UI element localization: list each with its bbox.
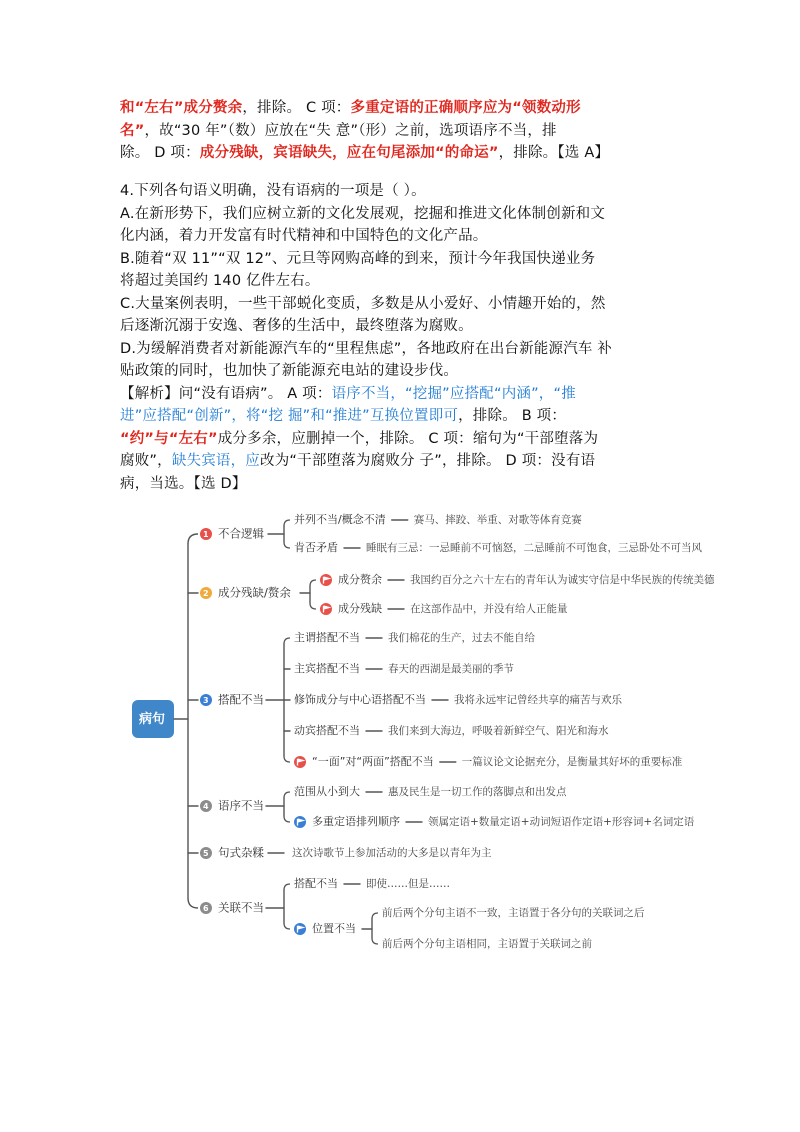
branch-label: 搭配不当: [218, 692, 264, 707]
bracket-bottom: [310, 603, 316, 609]
child-label: 范围从小到大: [294, 785, 360, 798]
badge-number: 6: [203, 904, 209, 913]
bracket-bottom: [284, 756, 290, 762]
branch-label: 语序不当: [218, 798, 264, 813]
example-text: 领属定语+数量定语+动词短语作定语+形容词+名词定语: [428, 816, 695, 828]
option-d-line-1: D.为缓解消费者对新能源汽车的“里程焦虑”，各地政府在出台新能源汽车 补: [120, 340, 613, 357]
warning-flag-icon: [320, 603, 332, 615]
highlight-red: 成分残缺，宾语缺失，应在句尾添加“的命运”: [199, 145, 499, 161]
example-text: 即使……但是……: [366, 878, 450, 890]
child-label: 主谓搭配不当: [294, 631, 360, 644]
example-text: 我将永远牢记曾经共享的痛苦与欢乐: [454, 694, 622, 706]
highlight-red: 名”: [120, 122, 145, 139]
badge-number: 2: [203, 589, 209, 598]
plain-text: 成分多余，应删掉一个，排除。 C 项：缩句为“干部堕落为: [217, 430, 599, 447]
branch-label: 成分残缺/赘余: [218, 585, 291, 600]
bracket-top: [372, 913, 378, 919]
root-label: 病句: [139, 712, 166, 727]
question-stem: 4.下列各句语义明确，没有语病的一项是（ ）。: [120, 183, 426, 199]
plain-text: 改为“干部堕落为腐败分 子”，排除。 D 项：没有语: [260, 453, 596, 469]
option-b-line-1: B.随着“双 11”“双 12”、元旦等网购高峰的到来，预计今年我国快递业务: [120, 250, 596, 267]
highlight-blue: 进”应搭配“创新”，将“挖 掘”和“推进”互换位置即可: [120, 408, 459, 424]
badge-number: 5: [203, 849, 209, 858]
child-label: 肯否矛盾: [294, 541, 338, 554]
example-text: 我们来到大海边，呼吸着新鲜空气、阳光和海水: [388, 725, 609, 737]
badge-number: 3: [203, 696, 209, 705]
child-label: 修饰成分与中心语搭配不当: [294, 693, 426, 706]
example-text: 在这部作品中，并没有给人正能量: [410, 603, 568, 615]
highlight-red: “约”与“左右”: [120, 430, 218, 447]
child-label: 成分赘余: [338, 573, 382, 586]
plain-text: ，排除。【选 A】: [498, 145, 610, 161]
trunk-corner-bottom: [188, 898, 198, 908]
branch-label: 句式杂糅: [218, 845, 264, 860]
badge-number: 1: [203, 530, 209, 539]
plain-text: ，故“30 年”（数）应放在“失 意”（形）之前，选项语序不当，排: [144, 122, 557, 139]
example-text: 这次诗歌节上参加活动的大多是以青年为主: [292, 847, 492, 859]
bracket-top: [284, 520, 290, 526]
example-text: 睡眠有三忌：一忌睡前不可恼怒，二忌睡前不可饱食，三忌卧处不可当风: [366, 542, 702, 554]
bracket-bottom: [284, 923, 290, 929]
plain-text: ，排除。 B 项：: [458, 408, 567, 424]
example-text: 赛马、摔跤、举重、对歌等体育竞赛: [413, 514, 582, 526]
child-label: 成分残缺: [338, 602, 382, 615]
child-label: 动宾搭配不当: [294, 724, 360, 737]
child-label: “一面”对“两面”搭配不当: [312, 755, 434, 768]
plain-text: 腐败”，: [120, 453, 172, 469]
trunk-corner-top: [188, 534, 198, 544]
example-text: 惠及民生是一切工作的落脚点和出发点: [388, 786, 567, 798]
option-b-line-2: 将超过美国约 140 亿件左右。: [120, 273, 320, 289]
highlight-red: 多重定语的正确顺序应为“领数动形: [350, 100, 581, 116]
plain-text: 【解析】问“没有语病”。 A 项：: [120, 385, 332, 402]
option-a-line-1: A.在新形势下，我们应树立新的文化发展观，挖掘和推进文化体制创新和文: [120, 205, 606, 222]
bracket-top: [284, 884, 290, 890]
bracket-top: [310, 580, 316, 586]
bracket-bottom: [284, 542, 290, 548]
branch-label: 关联不当: [218, 900, 264, 915]
child-label: 多重定语排列顺序: [312, 815, 400, 828]
option-d-line-2: 贴政策的同时，也加快了新能源充电站的建设步伐。: [120, 363, 459, 379]
highlight-blue: 缺失宾语，应: [171, 453, 261, 469]
bracket-top: [284, 792, 290, 798]
child-label: 位置不当: [312, 922, 356, 935]
example-text: 春天的西湖是最美丽的季节: [388, 663, 514, 675]
option-c-line-2: 后逐渐沉溺于安逸、奢侈的生活中，最终堕落为腐败。: [120, 318, 473, 334]
bracket-bottom: [284, 816, 290, 822]
plain-text: 病，当选。【选 D】: [120, 475, 247, 492]
child-label: 搭配不当: [294, 877, 338, 890]
example-text: 我国约百分之六十左右的青年认为诚实守信是中华民族的传统美德: [410, 574, 715, 586]
plain-text: ，排除。 C 项：: [242, 100, 351, 116]
highlight-red: 和“左右”成分赘余: [120, 100, 243, 116]
example-text: 前后两个分句主语相同，主语置于关联词之前: [382, 938, 592, 950]
example-text: 我们棉花的生产，过去不能自给: [388, 632, 535, 644]
info-flag-icon: [294, 816, 306, 828]
child-label: 并列不当/概念不清: [294, 513, 386, 526]
bracket-bottom: [372, 938, 378, 944]
warning-flag-icon: [320, 574, 332, 586]
example-text: 前后两个分句主语不一致，主语置于各分句的关联词之后: [382, 907, 645, 919]
option-a-line-2: 化内涵，着力开发富有时代精神和中国特色的文化产品。: [120, 228, 488, 244]
option-c-line-1: C.大量案例表明，一些干部蜕化变质，多数是从小爱好、小情趣开始的，然: [120, 295, 606, 312]
highlight-blue: 语序不当，“挖掘”应搭配“内涵”，“推: [331, 385, 576, 402]
bracket-top: [284, 638, 290, 644]
badge-number: 4: [203, 802, 209, 811]
child-label: 主宾搭配不当: [294, 662, 360, 675]
info-flag-icon: [294, 923, 306, 935]
plain-text: 除。 D 项：: [120, 145, 200, 161]
example-text: 一篇议论文论据充分，是衡量其好坏的重要标准: [461, 756, 683, 768]
branch-label: 不合逻辑: [218, 526, 264, 541]
warning-flag-icon: [294, 756, 306, 768]
